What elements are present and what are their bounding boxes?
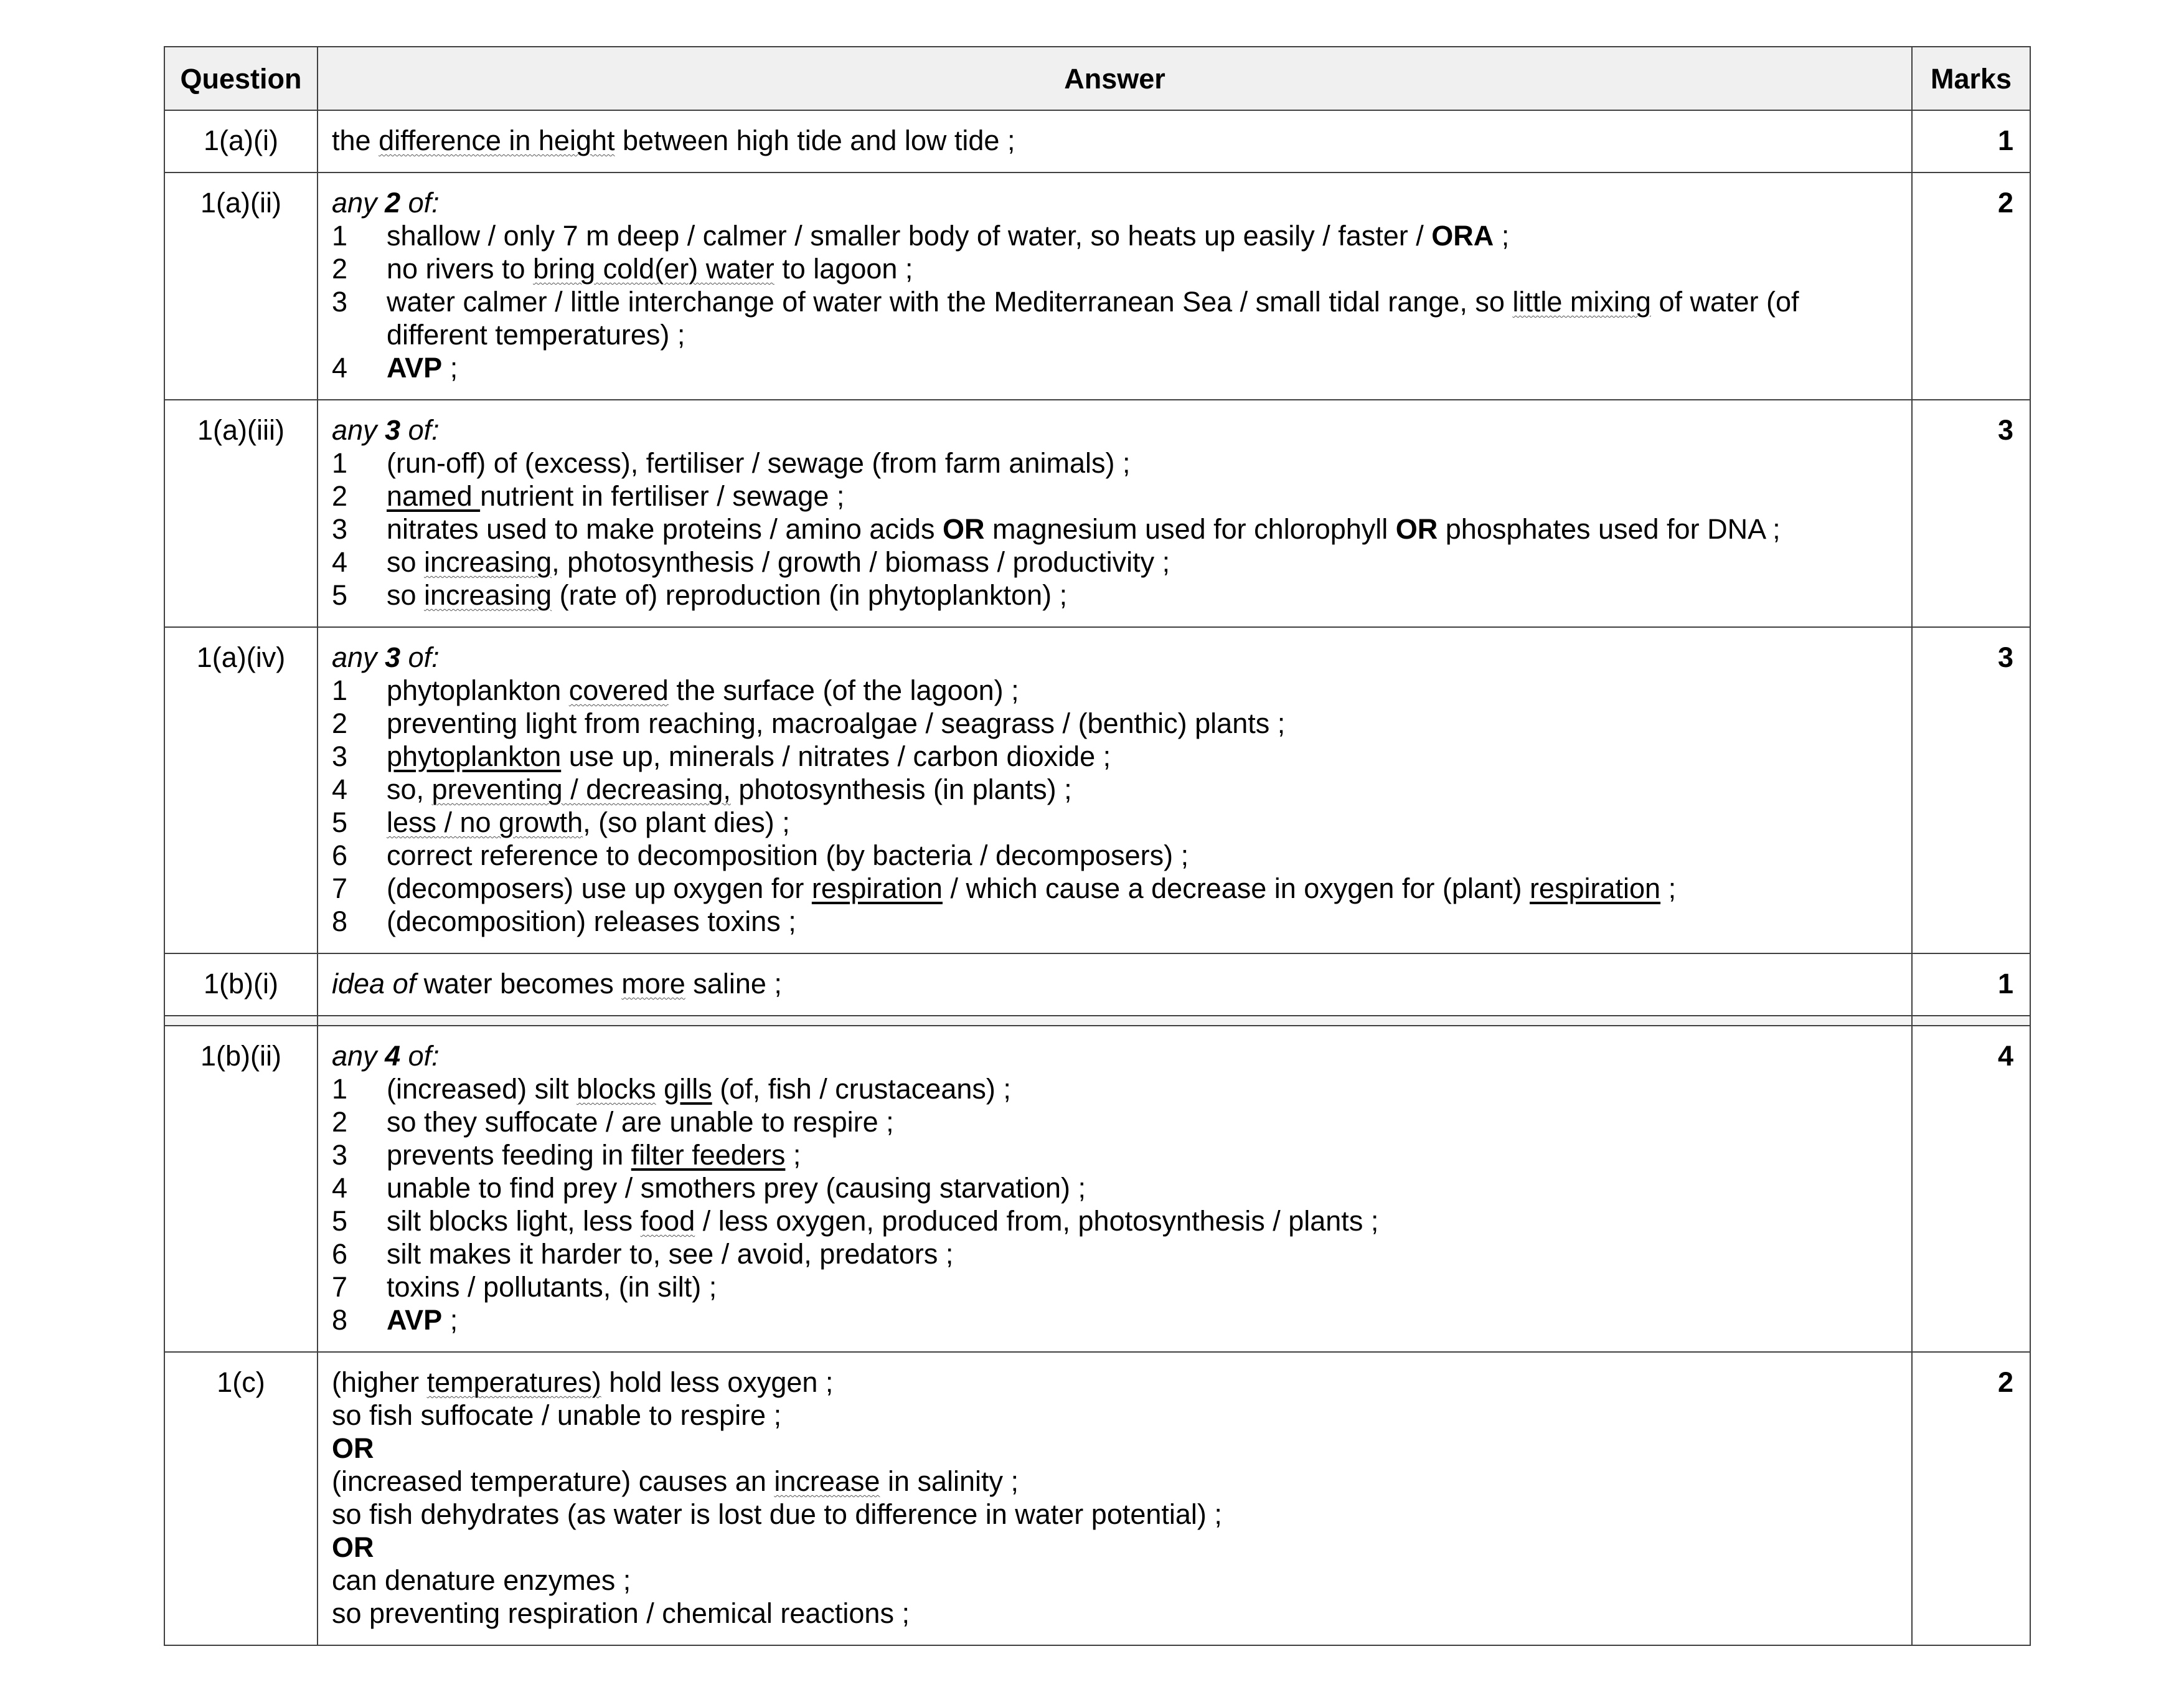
question-cell: 1(a)(iii) (164, 400, 318, 627)
answer-cell (318, 173, 1912, 400)
row-separator (164, 1016, 2030, 1026)
answer-point: 8 (decomposition) releases toxins ; (332, 905, 796, 937)
answer-point: 3 phytoplankton use up, minerals / nitrates / carbon dioxide ; (332, 740, 1111, 772)
table-row (164, 110, 2030, 173)
marks-cell: 2 (1912, 1352, 2030, 1645)
answer-cell (318, 1026, 1912, 1352)
marks-cell: 1 (1912, 110, 2030, 173)
marks-cell: 1 (1912, 953, 2030, 1016)
answer-intro: any 4 of: (332, 1040, 440, 1072)
marks-cell: 2 (1912, 173, 2030, 400)
table-row (164, 627, 2030, 953)
question-cell: 1(a)(iv) (164, 627, 318, 953)
question-cell: 1(b)(i) (164, 953, 318, 1016)
answer-point: 4 so increasing, photosynthesis / growth / biomass / productivity ; (332, 546, 1170, 578)
answer-intro: any 3 of: (332, 414, 440, 446)
answer-intro: any 3 of: (332, 641, 440, 673)
answer-point: 4 AVP ; (332, 352, 458, 384)
answer-point: 8 AVP ; (332, 1304, 458, 1336)
answer-point: 7 toxins / pollutants, (in silt) ; (332, 1271, 717, 1303)
answer-point: 6 correct reference to decomposition (by bacteria / decomposers) ; (332, 839, 1189, 871)
answer-cell (318, 627, 1912, 953)
table-row (164, 953, 2030, 1016)
header-answer: Answer (318, 47, 1912, 110)
answer-cell (318, 1352, 1912, 1645)
answer-point: 3 water calmer / little interchange of water with the Mediterranean Sea / small tidal range, so little mixing of water (of different temperatures) ; (332, 286, 1799, 351)
question-cell: 1(c) (164, 1352, 318, 1645)
answer-cell (318, 400, 1912, 627)
answer-point: 1 (run-off) of (excess), fertiliser / sewage (from farm animals) ; (332, 447, 1131, 479)
answer-or: OR (332, 1432, 374, 1464)
answer-line: so preventing respiration / chemical reactions ; (332, 1597, 910, 1629)
answer-intro: any 2 of: (332, 187, 440, 219)
answer-point: 1 (increased) silt blocks gills (of, fish / crustaceans) ; (332, 1073, 1011, 1105)
mark-scheme-table (164, 46, 2031, 1646)
answer-line: can denature enzymes ; (332, 1564, 631, 1596)
answer-point: 5 less / no growth, (so plant dies) ; (332, 806, 790, 838)
answer-point: 2 preventing light from reaching, macroalgae / seagrass / (benthic) plants ; (332, 707, 1286, 739)
answer-point: 1 phytoplankton covered the surface (of the lagoon) ; (332, 674, 1019, 706)
marks-cell: 4 (1912, 1026, 2030, 1352)
answer-point: 5 so increasing (rate of) reproduction (in phytoplankton) ; (332, 579, 1068, 611)
answer-point: 2 so they suffocate / are unable to respire ; (332, 1106, 894, 1138)
marks-cell: 3 (1912, 400, 2030, 627)
question-cell: 1(b)(ii) (164, 1026, 318, 1352)
table-row (164, 173, 2030, 400)
header-row (164, 47, 2030, 110)
answer-point: 7 (decomposers) use up oxygen for respiration / which cause a decrease in oxygen for (plant) respiration ; (332, 872, 1677, 904)
answer-or: OR (332, 1531, 374, 1563)
answer-point: 2 named nutrient in fertiliser / sewage ; (332, 480, 845, 512)
question-cell: 1(a)(i) (164, 110, 318, 173)
question-cell: 1(a)(ii) (164, 173, 318, 400)
answer-point: 6 silt makes it harder to, see / avoid, predators ; (332, 1238, 954, 1270)
answer-line: so fish suffocate / unable to respire ; (332, 1399, 782, 1431)
table-row (164, 1026, 2030, 1352)
marks-cell: 3 (1912, 627, 2030, 953)
answer-point: 4 so, preventing / decreasing, photosynthesis (in plants) ; (332, 773, 1072, 805)
answer-line: so fish dehydrates (as water is lost due to difference in water potential) ; (332, 1498, 1222, 1530)
answer-cell: idea of water becomes more saline ; (318, 953, 1912, 1016)
answer-point: 1 shallow / only 7 m deep / calmer / smaller body of water, so heats up easily / faster / ORA ; (332, 220, 1510, 252)
answer-point: 3 nitrates used to make proteins / amino acids OR magnesium used for chlorophyll OR phosphates used for DNA ; (332, 513, 1781, 545)
answer-line: (increased temperature) causes an increase in salinity ; (332, 1465, 1019, 1497)
table-row (164, 1352, 2030, 1645)
answer-point: 4 unable to find prey / smothers prey (causing starvation) ; (332, 1172, 1086, 1204)
header-question: Question (164, 47, 318, 110)
table-row (164, 400, 2030, 627)
header-marks: Marks (1912, 47, 2030, 110)
answer-point: 3 prevents feeding in filter feeders ; (332, 1139, 801, 1171)
answer-point: 2 no rivers to bring cold(er) water to lagoon ; (332, 253, 913, 285)
answer-line: (higher temperatures) hold less oxygen ; (332, 1366, 834, 1398)
answer-point: 5 silt blocks light, less food / less oxygen, produced from, photosynthesis / plants ; (332, 1205, 1379, 1237)
answer-cell: the difference in height between high tide and low tide ; (318, 110, 1912, 173)
